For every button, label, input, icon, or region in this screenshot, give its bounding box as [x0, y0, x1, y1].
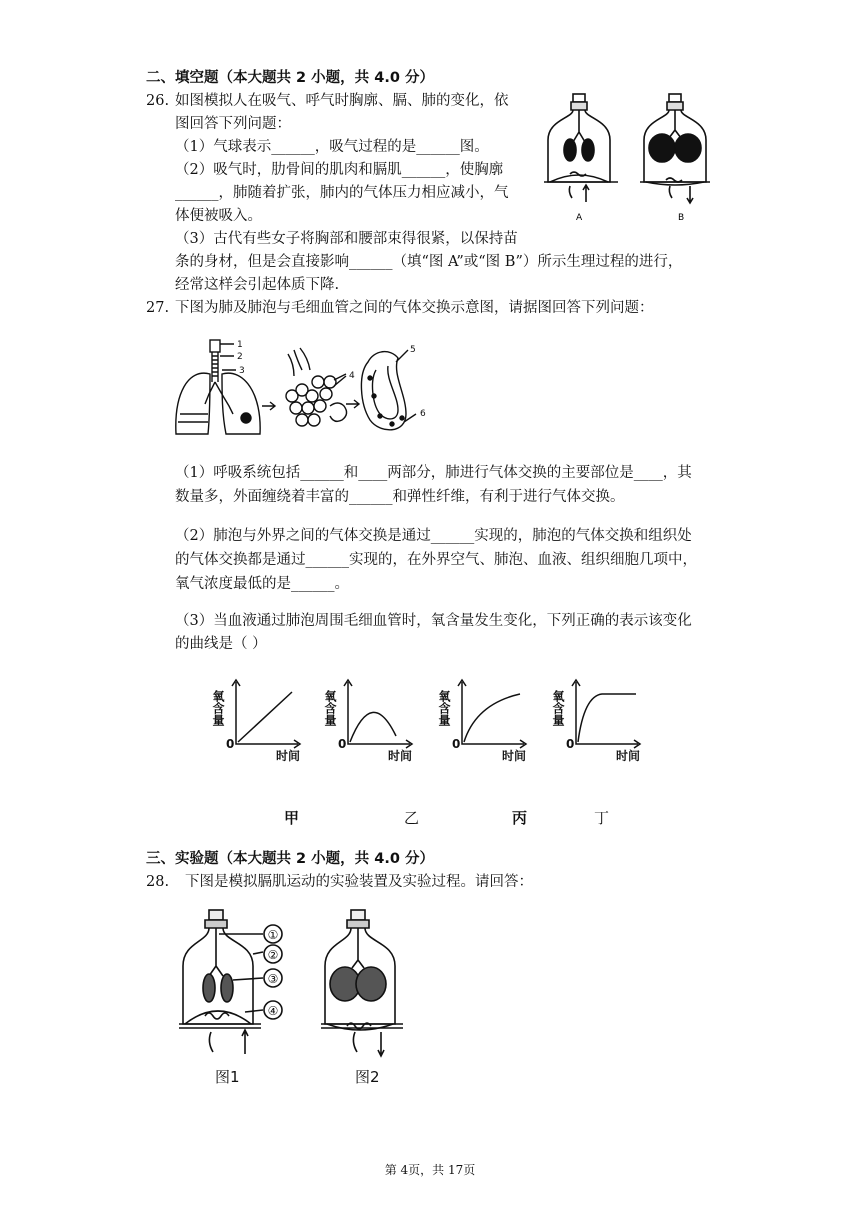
- origin-label: 0: [338, 737, 347, 751]
- q26-line: 图回答下列问题：: [175, 116, 291, 132]
- page-footer: 第 4页，共 17页: [384, 1163, 476, 1177]
- curve-label: 乙: [404, 809, 420, 827]
- y-axis-label: 氧含量: [323, 690, 337, 726]
- q26-line: 经常这样会引起体质下降.: [175, 277, 340, 293]
- fig-number: 4: [349, 371, 355, 381]
- figure-label-2: 图2: [355, 1068, 380, 1086]
- lung-alveoli-figure: [170, 334, 440, 444]
- x-axis-label: 时间: [388, 749, 413, 763]
- figure-label-1: 图1: [215, 1068, 240, 1086]
- fig-number: 3: [239, 366, 245, 376]
- oxygen-curves-figure: [200, 676, 670, 771]
- marker-3: ③: [267, 972, 279, 986]
- x-axis-label: 时间: [502, 749, 527, 763]
- q27-stem: 下图为肺及肺泡与毛细血管之间的气体交换示意图，请据图回答下列问题：: [175, 300, 654, 316]
- y-axis-label: 氧含量: [437, 690, 451, 726]
- q27-p3-line: 的曲线是（ ）: [175, 636, 267, 652]
- q26-line: （2）吸气时，肋骨间的肌肉和膈肌______，使胸廓: [175, 162, 504, 178]
- q26-line: 如图模拟人在吸气、呼气时胸廓、膈、肺的变化，依: [175, 93, 509, 109]
- fig-number: 5: [410, 345, 416, 355]
- q27-p2-line: 的气体交换都是通过______实现的，在外界空气、肺泡、血液、组织细胞几项中，: [175, 552, 697, 568]
- question-number: 28.: [146, 874, 170, 890]
- q26-line: ______，肺随着扩张，肺内的气体压力相应减小，气: [175, 185, 509, 201]
- section-heading: 三、实验题（本大题共 2 小题，共 4.0 分）: [146, 851, 434, 867]
- y-axis-labels: [211, 689, 565, 726]
- x-axis-label: 时间: [276, 749, 301, 763]
- curve-label: 丙: [512, 809, 528, 827]
- curve-label: 丁: [594, 809, 610, 827]
- q27-p1-line: （1）呼吸系统包括______和____两部分，肺进行气体交换的主要部位是____，其: [175, 465, 692, 481]
- q26-line: （1）气球表示______，吸气过程的是______图。: [175, 139, 489, 155]
- curve-label: 甲: [284, 809, 300, 827]
- diaphragm-model-figure: [175, 908, 435, 1098]
- marker-4: ④: [267, 1004, 279, 1018]
- origin-label: 0: [566, 737, 575, 751]
- question-number: 26.: [146, 93, 170, 109]
- q27-p3-line: （3）当血液通过肺泡周围毛细血管时，氧含量发生变化，下列正确的表示该变化: [175, 613, 692, 629]
- q26-line: （3）古代有些女子将胸部和腰部束得很紧，以保持苗: [175, 231, 518, 247]
- x-axis-label: 时间: [616, 749, 641, 763]
- q27-p2-line: （2）肺泡与外界之间的气体交换是通过______实现的，肺泡的气体交换和组织处: [175, 528, 692, 544]
- fig-number: 1: [237, 340, 243, 350]
- figure-label-a: A: [576, 213, 583, 223]
- y-axis-label: 氧含量: [551, 690, 565, 726]
- y-axis-label: 氧含量: [211, 690, 225, 726]
- marker-2: ②: [267, 948, 279, 962]
- q26-line: 条的身材，但是会直接影响______（填“图 A”或“图 B”）所示生理过程的进行，: [175, 254, 683, 270]
- section-heading: 二、填空题（本大题共 2 小题，共 4.0 分）: [146, 70, 434, 86]
- q27-p1-line: 数量多，外面缠绕着丰富的______和弹性纤维，有利于进行气体交换。: [175, 489, 625, 505]
- origin-label: 0: [452, 737, 461, 751]
- q27-p2-line: 氧气浓度最低的是______。: [175, 576, 349, 592]
- fig-number: 2: [237, 352, 243, 362]
- figure-label-b: B: [678, 213, 685, 223]
- question-number: 27.: [146, 300, 170, 316]
- q26-line: 体便被吸入。: [175, 208, 262, 224]
- bell-jar-figure: [540, 90, 730, 225]
- q28-stem: 下图是模拟膈肌运动的实验装置及实验过程。请回答：: [185, 874, 533, 890]
- marker-1: ①: [267, 928, 279, 942]
- origin-label: 0: [226, 737, 235, 751]
- fig-number: 6: [420, 409, 426, 419]
